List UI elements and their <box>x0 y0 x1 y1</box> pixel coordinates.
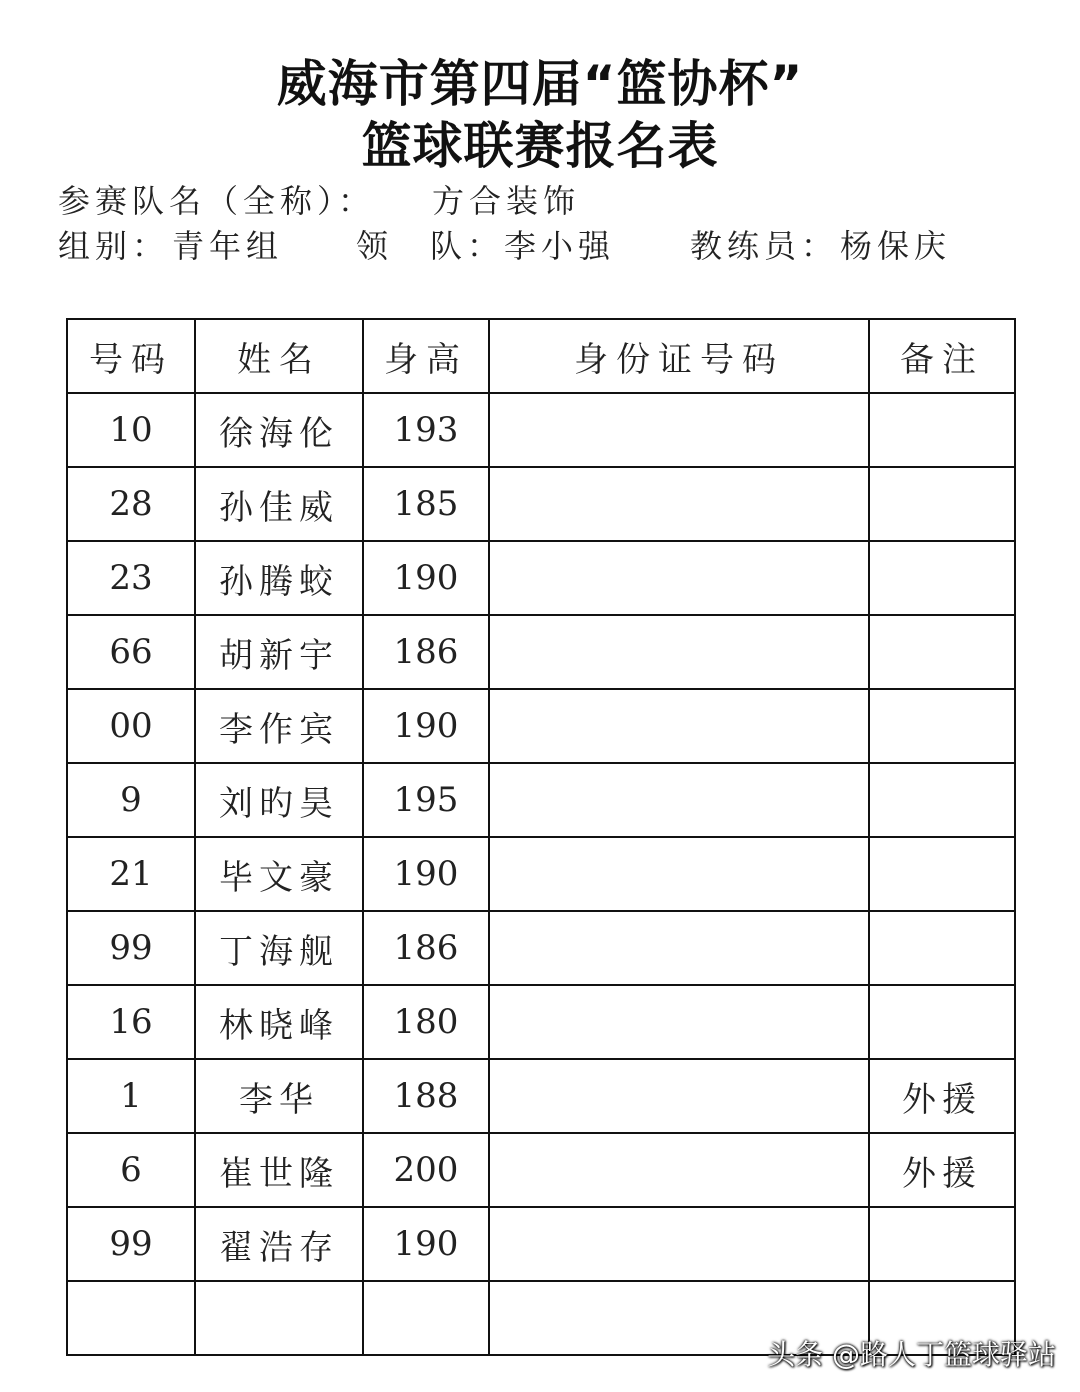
cell-id <box>489 763 869 837</box>
cell-height: 188 <box>363 1059 489 1133</box>
cell-number: 99 <box>67 1207 195 1281</box>
cell-id <box>489 837 869 911</box>
header-id-number: 身份证号码 <box>489 319 869 393</box>
header-name: 姓名 <box>195 319 363 393</box>
cell-id <box>489 985 869 1059</box>
cell-height: 185 <box>363 467 489 541</box>
cell-name: 毕文豪 <box>195 837 363 911</box>
cell-number: 28 <box>67 467 195 541</box>
leader-label: 领 队： <box>356 227 505 265</box>
cell-name: 孙佳威 <box>195 467 363 541</box>
cell-note <box>869 615 1015 689</box>
cell-id <box>489 541 869 615</box>
table-row <box>67 763 1015 837</box>
cell-height: 190 <box>363 541 489 615</box>
table-row <box>67 1059 1015 1133</box>
cell-id <box>489 1133 869 1207</box>
cell-height: 193 <box>363 393 489 467</box>
cell-name: 孙腾蛟 <box>195 541 363 615</box>
team-name-value: 方合装饰 <box>432 182 581 220</box>
cell-number: 10 <box>67 393 195 467</box>
cell-id <box>489 467 869 541</box>
table-row <box>67 467 1015 541</box>
cell-height: 195 <box>363 763 489 837</box>
table-row <box>67 393 1015 467</box>
table-row <box>67 985 1015 1059</box>
form-title-line-1: 威海市第四届“篮协杯” <box>276 55 804 113</box>
coach-label: 教练员： <box>690 227 839 265</box>
cell-note <box>869 763 1015 837</box>
cell-id <box>489 615 869 689</box>
header-number: 号码 <box>67 319 195 393</box>
table-row <box>67 541 1015 615</box>
cell-note: 外援 <box>869 1059 1015 1133</box>
cell-name <box>195 1281 363 1355</box>
cell-number: 1 <box>67 1059 195 1133</box>
team-meta-row <box>58 226 952 266</box>
cell-height: 180 <box>363 985 489 1059</box>
cell-name: 李作宾 <box>195 689 363 763</box>
cell-note: 外援 <box>869 1133 1015 1207</box>
cell-name: 徐海伦 <box>195 393 363 467</box>
cell-note <box>869 393 1015 467</box>
roster-body <box>67 393 1015 1355</box>
cell-id <box>489 1207 869 1281</box>
roster-table <box>66 318 1016 1356</box>
cell-note <box>869 837 1015 911</box>
cell-note <box>869 541 1015 615</box>
cell-id <box>489 689 869 763</box>
source-watermark: 头条 @路人丁篮球驿站 <box>767 1338 1056 1371</box>
cell-height: 190 <box>363 689 489 763</box>
team-name-row <box>58 181 581 221</box>
cell-name: 胡新宇 <box>195 615 363 689</box>
cell-number <box>67 1281 195 1355</box>
table-row <box>67 1133 1015 1207</box>
cell-name: 丁海舰 <box>195 911 363 985</box>
coach-value: 杨保庆 <box>840 227 952 265</box>
cell-name: 刘旳昊 <box>195 763 363 837</box>
group-value: 青年组 <box>172 227 284 265</box>
cell-id <box>489 393 869 467</box>
table-row <box>67 911 1015 985</box>
cell-note <box>869 1207 1015 1281</box>
table-row <box>67 1207 1015 1281</box>
table-header-row <box>67 319 1015 393</box>
cell-note <box>869 467 1015 541</box>
header-note: 备注 <box>869 319 1015 393</box>
cell-height: 190 <box>363 1207 489 1281</box>
cell-id <box>489 911 869 985</box>
cell-note <box>869 985 1015 1059</box>
cell-height: 200 <box>363 1133 489 1207</box>
cell-note <box>869 911 1015 985</box>
leader-value: 李小强 <box>504 227 616 265</box>
cell-height: 190 <box>363 837 489 911</box>
cell-name: 林晓峰 <box>195 985 363 1059</box>
cell-height: 186 <box>363 911 489 985</box>
cell-number: 6 <box>67 1133 195 1207</box>
group-label: 组别： <box>58 227 170 265</box>
team-name-label: 参赛队名（全称）： <box>58 182 376 220</box>
cell-height: 186 <box>363 615 489 689</box>
cell-note <box>869 689 1015 763</box>
cell-name: 翟浩存 <box>195 1207 363 1281</box>
table-row <box>67 837 1015 911</box>
cell-number: 16 <box>67 985 195 1059</box>
table-row <box>67 689 1015 763</box>
cell-id <box>489 1059 869 1133</box>
cell-number: 23 <box>67 541 195 615</box>
cell-height <box>363 1281 489 1355</box>
form-title-line-2: 篮球联赛报名表 <box>361 117 719 175</box>
cell-name: 崔世隆 <box>195 1133 363 1207</box>
cell-number: 9 <box>67 763 195 837</box>
cell-number: 99 <box>67 911 195 985</box>
header-height: 身高 <box>363 319 489 393</box>
cell-number: 21 <box>67 837 195 911</box>
cell-name: 李华 <box>195 1059 363 1133</box>
table-row <box>67 615 1015 689</box>
cell-number: 66 <box>67 615 195 689</box>
cell-number: 00 <box>67 689 195 763</box>
